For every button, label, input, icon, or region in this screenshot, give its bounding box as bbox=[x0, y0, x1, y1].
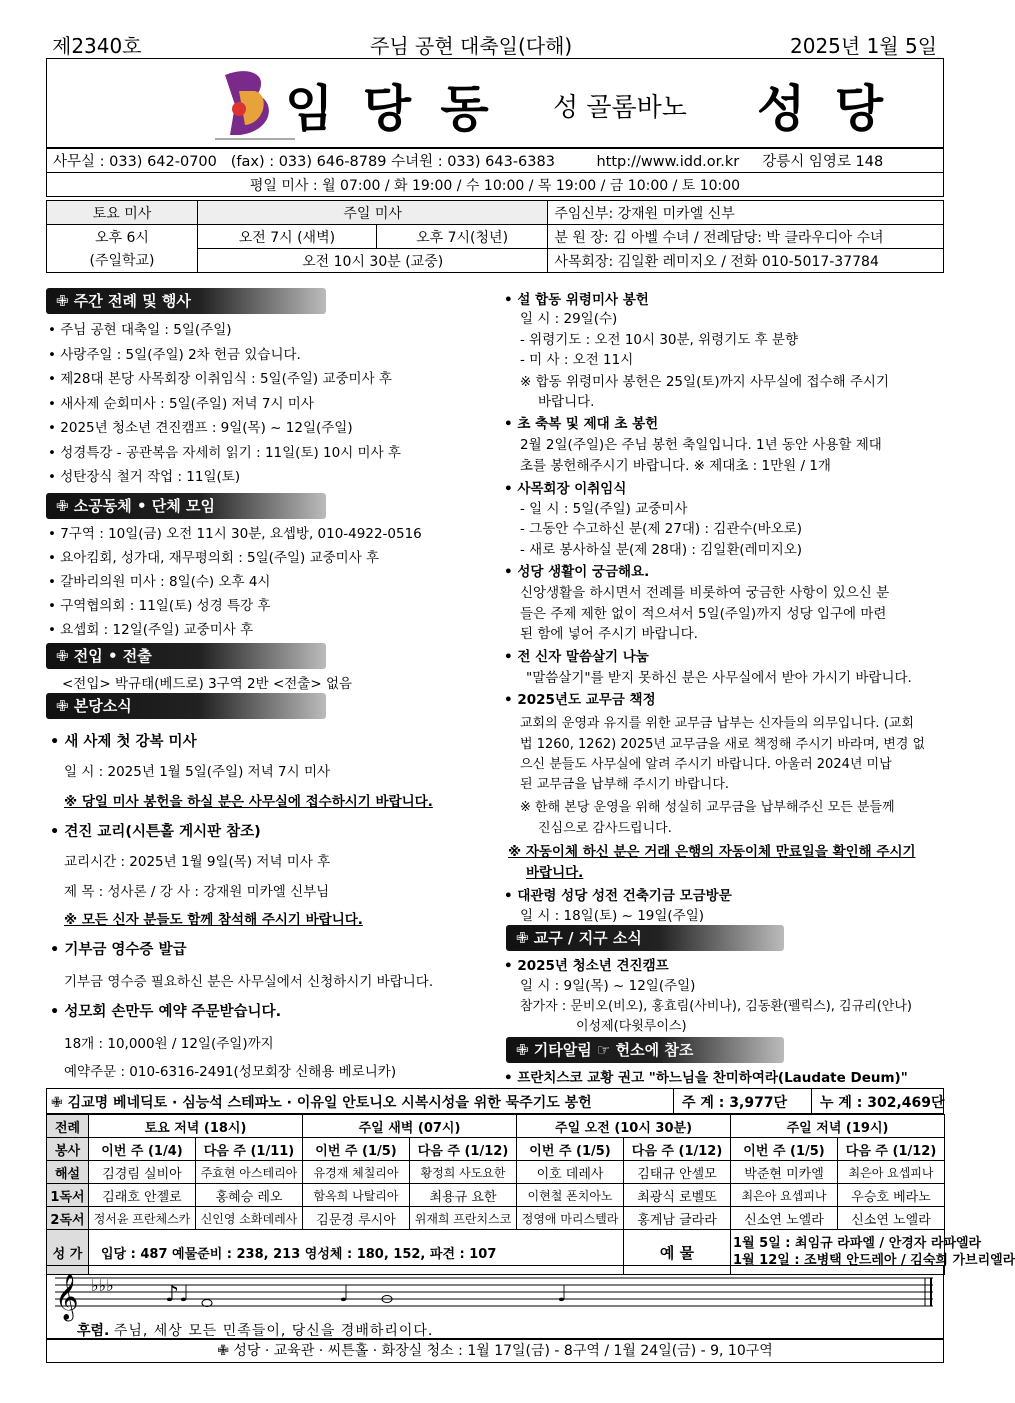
notice-text: 교회의 운영과 유지를 위한 교무금 납부는 신자들의 의무입니다. (교회 bbox=[520, 716, 914, 731]
news-title: • 견진 교리(시튼홀 게시판 참조) bbox=[50, 824, 261, 840]
notice-title: • 프란치스코 교황 권고 "하느님을 찬미하여라(Laudate Deum)" bbox=[504, 1070, 908, 1086]
news-title: • 새 사제 첫 강복 미사 bbox=[50, 734, 197, 750]
svg-text:♪♩: ♪♩ bbox=[165, 1282, 190, 1307]
schedule-cell: 우승호 베라노 bbox=[838, 1184, 945, 1207]
notice-title: • 초 축복 및 제대 초 봉헌 bbox=[504, 416, 659, 432]
feast-title: 주님 공현 대축일(다해) bbox=[370, 34, 573, 58]
schedule-cell: 최은아 요셉피나 bbox=[731, 1184, 838, 1207]
music-staff bbox=[47, 1266, 943, 1318]
notice-text: 법 1260, 1262) 2025년 교무금을 새로 책정해 주시기 바라며, 변경 없 bbox=[520, 737, 926, 752]
section-liturgy: ✙ 주간 전례 및 행사 bbox=[46, 288, 326, 314]
schedule-week-head: 이번 주 (1/5) bbox=[517, 1138, 624, 1161]
schedule-week-head: 이번 주 (1/4) bbox=[89, 1138, 196, 1161]
list-item: • 요아킴회, 성가대, 재무평의회 : 5일(주일) 교중미사 후 bbox=[48, 550, 380, 566]
schedule-week-head: 다음 주 (1/11) bbox=[196, 1138, 303, 1161]
notice-note: 바랍니다. bbox=[526, 865, 584, 881]
schedule-cell: 김래호 안젤로 bbox=[89, 1184, 196, 1207]
svg-text:𝄞: 𝄞 bbox=[55, 1274, 79, 1320]
sisters-info: 분 원 장: 김 아벨 수녀 / 전례담당: 박 클라우디아 수녀 bbox=[548, 225, 944, 249]
news-text: 일 시 : 2025년 1월 5일(주일) 저녁 7시 미사 bbox=[64, 764, 331, 780]
news-text: 제 목 : 성사론 / 강 사 : 강재원 미카엘 신부님 bbox=[64, 884, 330, 900]
choir-label: 성 가 bbox=[47, 1230, 89, 1275]
news-note: ※ 당일 미사 봉헌을 하실 분은 사무실에 접수하시기 바랍니다. bbox=[64, 794, 433, 810]
schedule-cell: 주효현 아스테리아 bbox=[196, 1161, 303, 1184]
schedule-week-head: 다음 주 (1/12) bbox=[410, 1138, 517, 1161]
rosary-total: 누 계 : 302,469단 bbox=[811, 1089, 953, 1113]
list-item: • 사랑주일 : 5일(주일) 2차 헌금 있습니다. bbox=[48, 346, 301, 363]
transfer-text: <전입> 박규태(베드로) 3구역 2반 <전출> 없음 bbox=[62, 676, 353, 692]
psalm-box bbox=[46, 1265, 944, 1339]
notice-text: 으신 분들도 사무실에 알려 주시기 바랍니다. 아울러 2024년 미납 bbox=[520, 757, 892, 772]
rosary-week: 주 계 : 3,977단 bbox=[673, 1089, 795, 1113]
sat-mass-head: 토요 미사 bbox=[47, 201, 198, 225]
notice-text: "말씀살기"를 받지 못하신 분은 사무실에서 받아 가시기 바랍니다. bbox=[526, 670, 912, 686]
svg-text:♩: ♩ bbox=[339, 1282, 350, 1307]
notice-text: 일 시 : 9일(목) ~ 12일(주일) bbox=[520, 978, 696, 994]
offering-line: 1월 5일 : 최임규 라파엘 / 안경자 라파엘라 bbox=[733, 1236, 982, 1251]
psalm-label: 후렴. bbox=[77, 1323, 110, 1339]
schedule-week-head: 이번 주 (1/5) bbox=[731, 1138, 838, 1161]
notice-title: • 2025년 청소년 견진캠프 bbox=[504, 958, 669, 974]
table-row bbox=[47, 1207, 945, 1230]
pastor: 주임신부: 강재원 미카엘 신부 bbox=[548, 201, 944, 225]
list-item: • 갈바리의원 미사 : 8일(수) 오후 4시 bbox=[48, 574, 271, 590]
schedule-cell: 신소연 노엘라 bbox=[838, 1207, 945, 1230]
banner bbox=[46, 58, 944, 148]
weekday-mass: 평일 미사 : 월 07:00 / 화 19:00 / 수 10:00 / 목 19:00 / 금 10:00 / 토 10:00 bbox=[47, 173, 944, 197]
schedule-cell: 황정희 사도요한 bbox=[410, 1161, 517, 1184]
notice-text: 들은 주제 제한 없이 적으셔서 5일(주일)까지 성당 입구에 마련 bbox=[520, 606, 887, 622]
svg-text:♭♭♭: ♭♭♭ bbox=[91, 1276, 114, 1295]
sat-mass-note: (주일학교) bbox=[47, 249, 198, 273]
schedule-group: 토요 저녁 (18시) bbox=[89, 1115, 303, 1138]
schedule-role: 2독서 bbox=[47, 1207, 89, 1230]
schedule-role-head: 전례 bbox=[47, 1115, 89, 1138]
cleaning-schedule: ✙ 성당 · 교육관 · 씨튼홀 · 화장실 청소 : 1월 17일(금) - 8구역 / 1월 24일(금) - 9, 10구역 bbox=[46, 1339, 944, 1363]
council-info: 사목회장: 김일환 레미지오 / 전화 010-5017-37784 bbox=[548, 249, 944, 273]
list-item: • 요셉회 : 12일(주일) 교중미사 후 bbox=[48, 622, 254, 638]
website-link[interactable]: http://www.idd.or.kr bbox=[596, 154, 740, 170]
schedule-cell: 최광식 로벨또 bbox=[624, 1184, 731, 1207]
address: 강릉시 임영로 148 bbox=[762, 154, 884, 170]
notice-title: • 2025년도 교무금 책정 bbox=[504, 692, 656, 708]
news-text: 18개 : 10,000원 / 12일(주일)까지 bbox=[64, 1036, 274, 1052]
notice-text: ※ 합동 위령미사 봉헌은 25일(토)까지 사무실에 접수해 주시기 bbox=[520, 374, 890, 390]
section-parish-news: ✙ 본당소식 bbox=[46, 693, 326, 719]
notice-text: - 위령기도 : 오전 10시 30분, 위령기도 후 분향 bbox=[520, 332, 799, 348]
sun-mass-head: 주일 미사 bbox=[198, 201, 548, 225]
schedule-cell: 이현철 폰치아노 bbox=[517, 1184, 624, 1207]
notice-text: 2월 2일(주일)은 주님 봉헌 축일입니다. 1년 동안 사용할 제대 bbox=[520, 437, 882, 453]
choir-stats: 입당 : 487 예물준비 : 238, 213 영성체 : 180, 152, 파견 : 107 bbox=[89, 1230, 624, 1275]
list-item: • 2025년 청소년 견진캠프 : 9일(목) ~ 12일(주일) bbox=[48, 420, 353, 436]
list-item: • 구역협의회 : 11일(토) 성경 특강 후 bbox=[48, 598, 271, 614]
schedule-role-head: 봉사 bbox=[47, 1138, 89, 1161]
schedule-role: 해설 bbox=[47, 1161, 89, 1184]
notice-text: 진심으로 감사드립니다. bbox=[538, 821, 672, 836]
office-phone: 사무실 : 033) 642-0700 bbox=[53, 154, 217, 170]
schedule-group: 주일 새벽 (07시) bbox=[303, 1115, 517, 1138]
section-diocese: ✙ 교구 / 지구 소식 bbox=[506, 925, 784, 951]
list-item: • 새사제 순회미사 : 5일(주일) 저녁 7시 미사 bbox=[48, 395, 314, 412]
notice-text: - 그동안 수고하신 분(제 27대) : 김관수(바오로) bbox=[520, 521, 803, 537]
notice-text: 신앙생활을 하시면서 전례를 비롯하여 궁금한 사항이 있으신 분 bbox=[520, 585, 890, 601]
section-etc: ✙ 기타알림 ☞ 헌소에 참조 bbox=[506, 1037, 784, 1063]
list-item: • 성탄장식 철거 작업 : 11일(토) bbox=[48, 469, 241, 485]
psalm-text: 주님, 세상 모든 민족들이, 당신을 경배하리이다. bbox=[113, 1323, 434, 1339]
schedule-cell: 신인영 소화데레사 bbox=[196, 1207, 303, 1230]
church-word: 성 당 bbox=[757, 80, 890, 138]
sisters-phone: 수녀원 : 033) 643-6383 bbox=[391, 154, 555, 170]
schedule-cell: 김태규 안셀모 bbox=[624, 1161, 731, 1184]
list-item: • 성경특강 - 공관복음 자세히 읽기 : 11일(토) 10시 미사 후 bbox=[48, 444, 401, 461]
notice-text: 일 시 : 18일(토) ~ 19일(주일) bbox=[520, 908, 705, 924]
sat-mass-time: 오후 6시 bbox=[47, 225, 198, 249]
notice-text: 바랍니다. bbox=[538, 394, 595, 410]
news-text: 기부금 영수증 필요하신 분은 사무실에서 신청하시기 바랍니다. bbox=[64, 974, 434, 990]
schedule-cell: 최용규 요한 bbox=[410, 1184, 517, 1207]
notice-note: ※ 자동이체 하신 분은 거래 은행의 자동이체 만료일을 확인해 주시기 bbox=[508, 844, 916, 860]
schedule-group: 주일 저녁 (19시) bbox=[731, 1115, 945, 1138]
news-title: • 성모회 손만두 예약 주문받습니다. bbox=[50, 1004, 282, 1020]
notice-text: 참가자 : 문비오(비오), 홍효림(사비나), 김동환(펠릭스), 김규리(안나) bbox=[520, 999, 912, 1014]
schedule-cell: 홍혜승 레오 bbox=[196, 1184, 303, 1207]
svg-text:♩: ♩ bbox=[557, 1282, 568, 1307]
notice-text: 된 교무금을 납부해 주시기 바랍니다. bbox=[520, 777, 730, 792]
notice-text: 초를 봉헌해주시기 바랍니다. ※ 제대초 : 1만원 / 1개 bbox=[520, 458, 831, 474]
schedule-cell: 홍계남 글라라 bbox=[624, 1207, 731, 1230]
schedule-cell: 위재희 프란치스코 bbox=[410, 1207, 517, 1230]
sun-mass-dawn: 오전 7시 (새벽) bbox=[198, 225, 377, 249]
schedule-cell: 함옥희 나탈리아 bbox=[303, 1184, 410, 1207]
notice-title: • 대관령 성당 성전 건축기금 모금방문 bbox=[504, 888, 732, 904]
rosary-text: ✙ 김교명 베네딕토 · 심능석 스테파노 · 이유일 안토니오 시복시성을 위한 묵주기도 봉헌 bbox=[51, 1095, 592, 1111]
schedule-cell: 정서윤 프란체스카 bbox=[89, 1207, 196, 1230]
schedule-role: 1독서 bbox=[47, 1184, 89, 1207]
fax-number: (fax) : 033) 646-8789 bbox=[230, 154, 387, 170]
issue-number: 제2340호 bbox=[52, 34, 142, 58]
schedule-week-head: 다음 주 (1/12) bbox=[624, 1138, 731, 1161]
notice-title: • 전 신자 말씀살기 나눔 bbox=[504, 649, 649, 665]
schedule-cell: 이호 데레사 bbox=[517, 1161, 624, 1184]
schedule-week-head: 다음 주 (1/12) bbox=[838, 1138, 945, 1161]
list-item: • 제28대 본당 사목회장 이취임식 : 5일(주일) 교중미사 후 bbox=[48, 371, 392, 387]
table-row bbox=[47, 1184, 945, 1207]
notice-title: • 사목회장 이취임식 bbox=[504, 481, 627, 497]
offering-label: 예 물 bbox=[624, 1230, 731, 1275]
bulletin-date: 2025년 1월 5일 bbox=[790, 34, 938, 58]
news-text: 예약주문 : 010-6316-2491(성모회장 신해용 베로니카) bbox=[64, 1064, 397, 1080]
notice-text: 일 시 : 29일(수) bbox=[520, 311, 618, 327]
notice-text: - 일 시 : 5일(주일) 교중미사 bbox=[520, 501, 688, 517]
parish-name: 임 당 동 bbox=[285, 80, 495, 138]
schedule-cell: 박준현 미카엘 bbox=[731, 1161, 838, 1184]
service-schedule bbox=[46, 1114, 1015, 1275]
table-row bbox=[47, 1161, 945, 1184]
news-note: ※ 모든 신자 분들도 함께 참석해 주시기 바랍니다. bbox=[64, 912, 363, 928]
notice-title: • 설 합동 위령미사 봉헌 bbox=[504, 292, 649, 308]
schedule-week-head: 이번 주 (1/5) bbox=[303, 1138, 410, 1161]
notice-text: - 새로 봉사하실 분(제 28대) : 김일환(레미지오) bbox=[520, 542, 803, 558]
notice-text: - 미 사 : 오전 11시 bbox=[520, 352, 634, 368]
notice-text: 된 함에 넣어 주시기 바랍니다. bbox=[520, 626, 698, 642]
schedule-cell: 최은아 요셉피나 bbox=[838, 1161, 945, 1184]
patron-saint: 성 골롬바노 bbox=[553, 93, 687, 123]
sun-mass-main: 오전 10시 30분 (교중) bbox=[198, 249, 548, 273]
offering-line: 1월 12일 : 조병택 안드레아 / 김숙희 가브리엘라 bbox=[733, 1253, 1015, 1268]
schedule-cell: 정영애 마리스텔라 bbox=[517, 1207, 624, 1230]
list-item: • 7구역 : 10일(금) 오전 11시 30분, 요셉방, 010-4922-0516 bbox=[48, 526, 422, 542]
notice-text: ※ 한해 본당 운영을 위해 성실히 교무금을 납부해주신 모든 분들께 bbox=[520, 800, 895, 815]
contact-table bbox=[46, 148, 944, 197]
section-groups: ✙ 소공동체 • 단체 모임 bbox=[46, 493, 326, 519]
sun-mass-youth: 오후 7시(청년) bbox=[376, 225, 548, 249]
list-item: • 주님 공현 대축일 : 5일(주일) bbox=[48, 322, 232, 338]
schedule-group: 주일 오전 (10시 30분) bbox=[517, 1115, 731, 1138]
notice-text: 이성제(다윗루이스) bbox=[576, 1019, 687, 1034]
news-title: • 기부금 영수증 발급 bbox=[50, 942, 187, 958]
schedule-cell: 김문경 루시아 bbox=[303, 1207, 410, 1230]
notice-title: • 성당 생활이 궁금해요. bbox=[504, 564, 650, 580]
schedule-cell: 신소연 노엘라 bbox=[731, 1207, 838, 1230]
mass-table bbox=[46, 200, 944, 273]
section-transfer: ✙ 전입 • 전출 bbox=[46, 643, 326, 669]
schedule-cell: 김경림 실비아 bbox=[89, 1161, 196, 1184]
news-text: 교리시간 : 2025년 1월 9일(목) 저녁 미사 후 bbox=[64, 854, 331, 870]
rosary-bar bbox=[46, 1088, 944, 1114]
schedule-cell: 유경재 체칠리아 bbox=[303, 1161, 410, 1184]
